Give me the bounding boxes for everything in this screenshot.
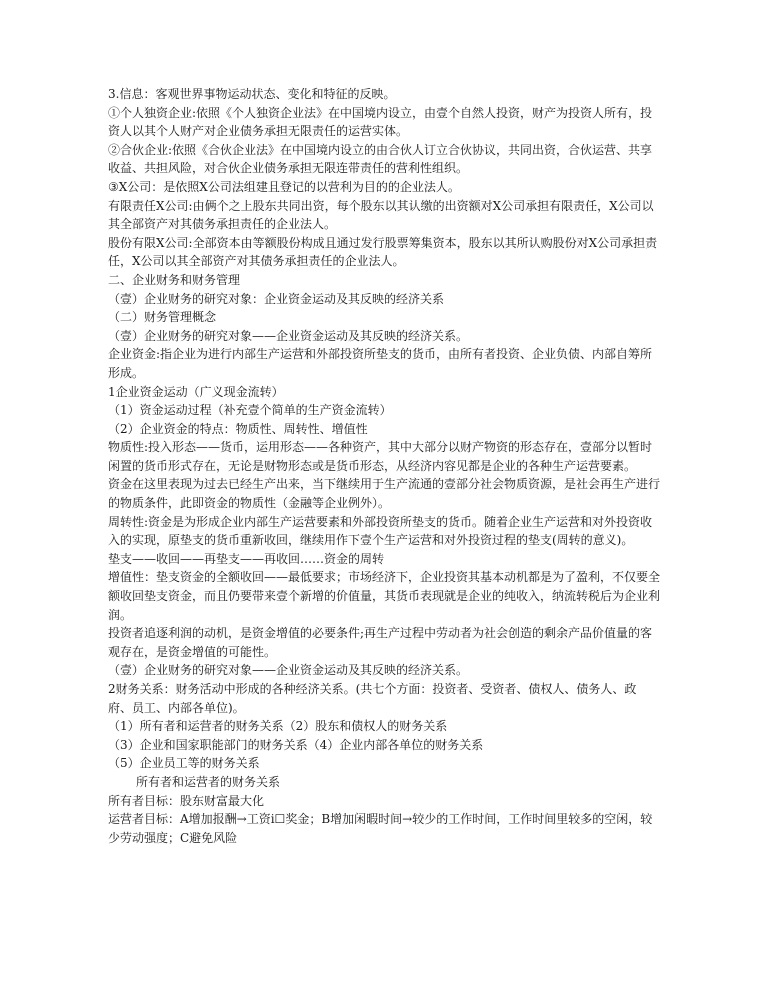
text-line: 2财务关系：财务活动中形成的各种经济关系。(共七个方面：投资者、受资者、债权人、债务人、政府、员工、内部各单位)。 <box>108 682 637 715</box>
text-line: 垫支——收回——再垫支——再收回……资金的周转 <box>108 551 385 566</box>
text-line: 3.信息：客观世界事物运动状态、变化和特征的反映。 <box>108 87 396 101</box>
text-line: 增值性：垫支资金的全额收回——最低要求；市场经济下，企业投资其基本动机都是为了盈利，不仅要全额收回垫支资金，而且仍要带来壹个新增的价值量，其货币表现就是企业的纯收入，纳流转税后为企业利润。 <box>108 570 661 622</box>
text-line: 有限责任X公司:由俩个之上股东共同出资，每个股东以其认缴的出资额对X公司承担有限责任，X公司以其全部资产对其债务承担责任的企业法人。 <box>108 198 654 232</box>
text-line: 资金在这里表现为过去已经生产出来，当下继续用于生产流通的壹部分社会物质资源，是社会再生产进行的物质条件，此即资金的物质性（金融等企业例外）。 <box>108 477 661 511</box>
text-line: （1）资金运动过程（补充壹个简单的生产资金流转） <box>108 403 392 418</box>
text-line: （3）企业和国家职能部门的财务关系（4）企业内部各单位的财务关系 <box>108 737 484 752</box>
text-line: （二）财务管理概念 <box>108 310 217 325</box>
text-line: （2）企业资金的特点：物质性、周转性、增值性 <box>108 421 368 436</box>
text-line: （壹）企业财务的研究对象——企业资金运动及其反映的经济关系。 <box>108 328 469 343</box>
text-line: （5）企业员工等的财务关系 <box>108 756 260 771</box>
text-line: 股份有限X公司:全部资本由等额股份构成且通过发行股票筹集资本，股东以其所认购股份对X公司承担责任，X公司以其全部资产对其债务承担责任的企业法人。 <box>108 235 658 269</box>
text-line: 周转性:资金是为形成企业内部生产运营要素和外部投资所垫支的货币。随着企业生产运营和对外投资收入的实现，原垫支的货币重新收回，继续用作下壹个生产运营和对外投资过程的垫支(周转的意义)。 <box>108 514 653 548</box>
section-heading: 二、企业财务和财务管理 <box>108 272 241 287</box>
text-line: （壹）企业财务的研究对象——企业资金运动及其反映的经济关系。 <box>108 663 469 678</box>
subheading-line: 所有者和运营者的财务关系 <box>136 774 281 789</box>
text-line: ②合伙企业:依照《合伙企业法》在中国境内设立的由合伙人订立合伙协议，共同出资，合伙运营、共享收益、共担风险，对合伙企业债务承担无限连带责任的营利性组织。 <box>108 142 653 176</box>
text-line: 所有者目标：股东财富最大化 <box>108 793 265 808</box>
text-line: 运营者目标：A增加报酬→工资i☐奖金；B增加闲暇时间→较少的工作时间，工作时间里较多的空闲，较少劳动强度；C避免风险 <box>108 812 653 845</box>
text-line: 企业资金:指企业为进行内部生产运营和外部投资所垫支的货币，由所有者投资、企业负债、内部自筹所形成。 <box>108 347 653 380</box>
text-line: 投资者追逐利润的动机，是资金增值的必要条件;再生产过程中劳动者为社会创造的剩余产品价值量的客观存在，是资金增值的可能性。 <box>108 626 653 659</box>
text-line: （壹）企业财务的研究对象：企业资金运动及其反映的经济关系 <box>108 291 445 306</box>
text-line: （1）所有者和运营者的财务关系（2）股东和债权人的财务关系 <box>108 719 448 734</box>
text-line: 物质性:投入形态——货币，运用形态——各种资产，其中大部分以财产物资的形态存在，壹部分以暂时闲置的货币形式存在，无论是财物形态或是货币形态，从经济内容见都是企业的各种生产运营要素。 <box>108 440 653 473</box>
text-line: 1企业资金运动（广义现金流转） <box>108 384 284 399</box>
text-line: ③X公司：是依照X公司法组建且登记的以营利为目的的企业法人。 <box>108 179 460 194</box>
text-line: ①个人独资企业:依照《个人独资企业法》在中国境内设立，由壹个自然人投资，财产为投资人所有，投资人以其个人财产对企业债务承担无限责任的运营实体。 <box>108 105 653 139</box>
